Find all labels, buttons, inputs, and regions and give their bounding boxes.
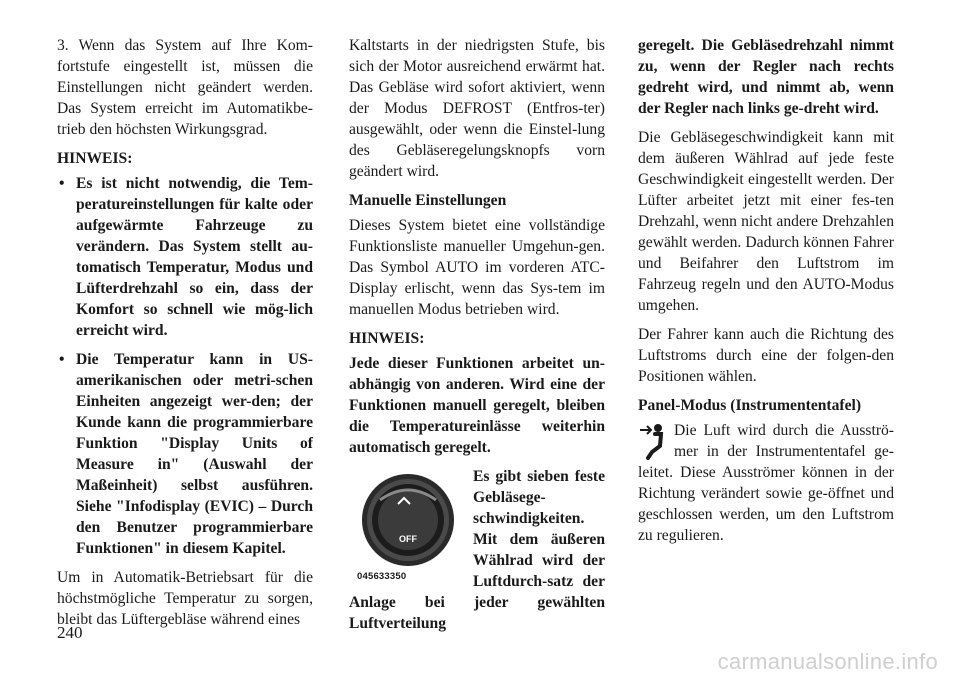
note-bullet-units: • Die Temperatur kann in US-amerikanischen oder metri-schen Einheiten angezeigt wer-den; der Kunde kann die programmierbare Funktion "Display Units of Measure in" (Auswahl der Maßeinheit) selbst ausführen. Siehe "Infodisplay (EVIC) – Durch den Benutzer programmierbare Funktionen" in diesem Kapitel.	[57, 349, 313, 559]
manual-settings-heading: Manuelle Einstellungen	[349, 192, 507, 209]
panel-mode-paragraph: Die Luft wird durch die Ausströ-mer in der Instrumententafel ge-leitet. Diese Ausströmer können in der Richtung verändert sowie ge-öffnet und geschlossen werden, um den Luftstrom zu regulieren.	[638, 422, 894, 544]
panel-mode-heading: Panel-Modus (Instrumententafel)	[638, 397, 862, 414]
blower-regulation-paragraph: geregelt. Die Gebläsedrehzahl nimmt zu, wenn der Regler nach rechts gedreht wird, und nimmt ab, wenn der Regler nach links ge-dreht wird.	[638, 37, 894, 117]
blower-knob-figure	[349, 470, 467, 588]
blower-knob-icon	[349, 470, 467, 574]
note-heading: HINWEIS:	[57, 150, 133, 167]
column-right	[638, 35, 894, 554]
column-left	[57, 35, 313, 638]
airflow-direction-paragraph: Der Fahrer kann auch die Richtung des Luftstroms durch eine der folgen-den Positionen wählen.	[638, 326, 894, 385]
cold-start-paragraph: Kaltstarts in der niedrigsten Stufe, bis sich der Motor ausreichend erwärmt hat. Das Gebläse wird sofort aktiviert, wenn der Modus DEFROST (Entfros-ter) ausgewählt, oder wenn die Einstel-lung des Gebläseregelungsknopfs vorn geändert wird.	[349, 37, 605, 180]
note-list	[57, 173, 313, 559]
note-bullet-temperature: • Es ist nicht notwendig, die Tem-peratureinstellungen für kalte oder aufgewärmte Fahrzeuge zu verändern. Das System stellt au-tomatisch Temperatur, Modus und Lüfterdrehzahl so ein, dass der Komfort so schnell wie mög-lich erreicht wird.	[57, 173, 313, 341]
knob-off-label: OFF	[399, 534, 417, 544]
panel-mode-icon	[638, 422, 668, 462]
column-middle	[349, 35, 605, 634]
figure-code: 045633350	[357, 571, 407, 582]
fixed-speed-paragraph: Die Gebläsegeschwindigkeit kann mit dem äußeren Wählrad auf jede feste Geschwindigkeit eingestellt werden. Der Lüfter arbeitet jetzt mit einer fes-ten Drehzahl, wenn nicht andere Drehzahlen gewählt werden. Dadurch können Fahrer und Beifahrer den Luftstrom im Fahrzeug regeln und den AUTO-Modus umgehen.	[638, 129, 894, 314]
blower-speed-paragraph: Es gibt sieben feste Gebläsege-schwindigkeiten. Mit dem äußeren Wählrad wird der Luftdurch-satz der Anlage bei jeder gewählten Luftverteilung	[349, 468, 605, 632]
automatic-mode-paragraph: Um in Automatik-Betriebsart für die höchstmögliche Temperatur zu sorgen, bleibt das Lüftergebläse während eines	[57, 569, 313, 628]
manual-settings-paragraph: Dieses System bietet eine vollständige Funktionsliste manueller Umgehun-gen. Das Symbol AUTO im vorderen ATC-Display erlischt, wenn das Sys-tem im manuellen Modus betrieben wird.	[349, 217, 605, 318]
page-number: 240	[57, 623, 83, 642]
note-heading-2: HINWEIS:	[349, 330, 425, 347]
watermark: carmanualsonline.info	[717, 649, 938, 674]
note-independent-functions: Jede dieser Funktionen arbeitet un-abhängig von anderen. Wird eine der Funktionen manuell geregelt, bleiben die Temperatureinlässe weiterhin automatisch geregelt.	[349, 355, 605, 456]
intro-paragraph: 3. Wenn das System auf Ihre Kom-fortstufe eingestellt ist, müssen die Einstellungen nicht geändert werden. Das System erreicht im Automatikbe-trieb den höchsten Wirkungsgrad.	[57, 37, 313, 138]
